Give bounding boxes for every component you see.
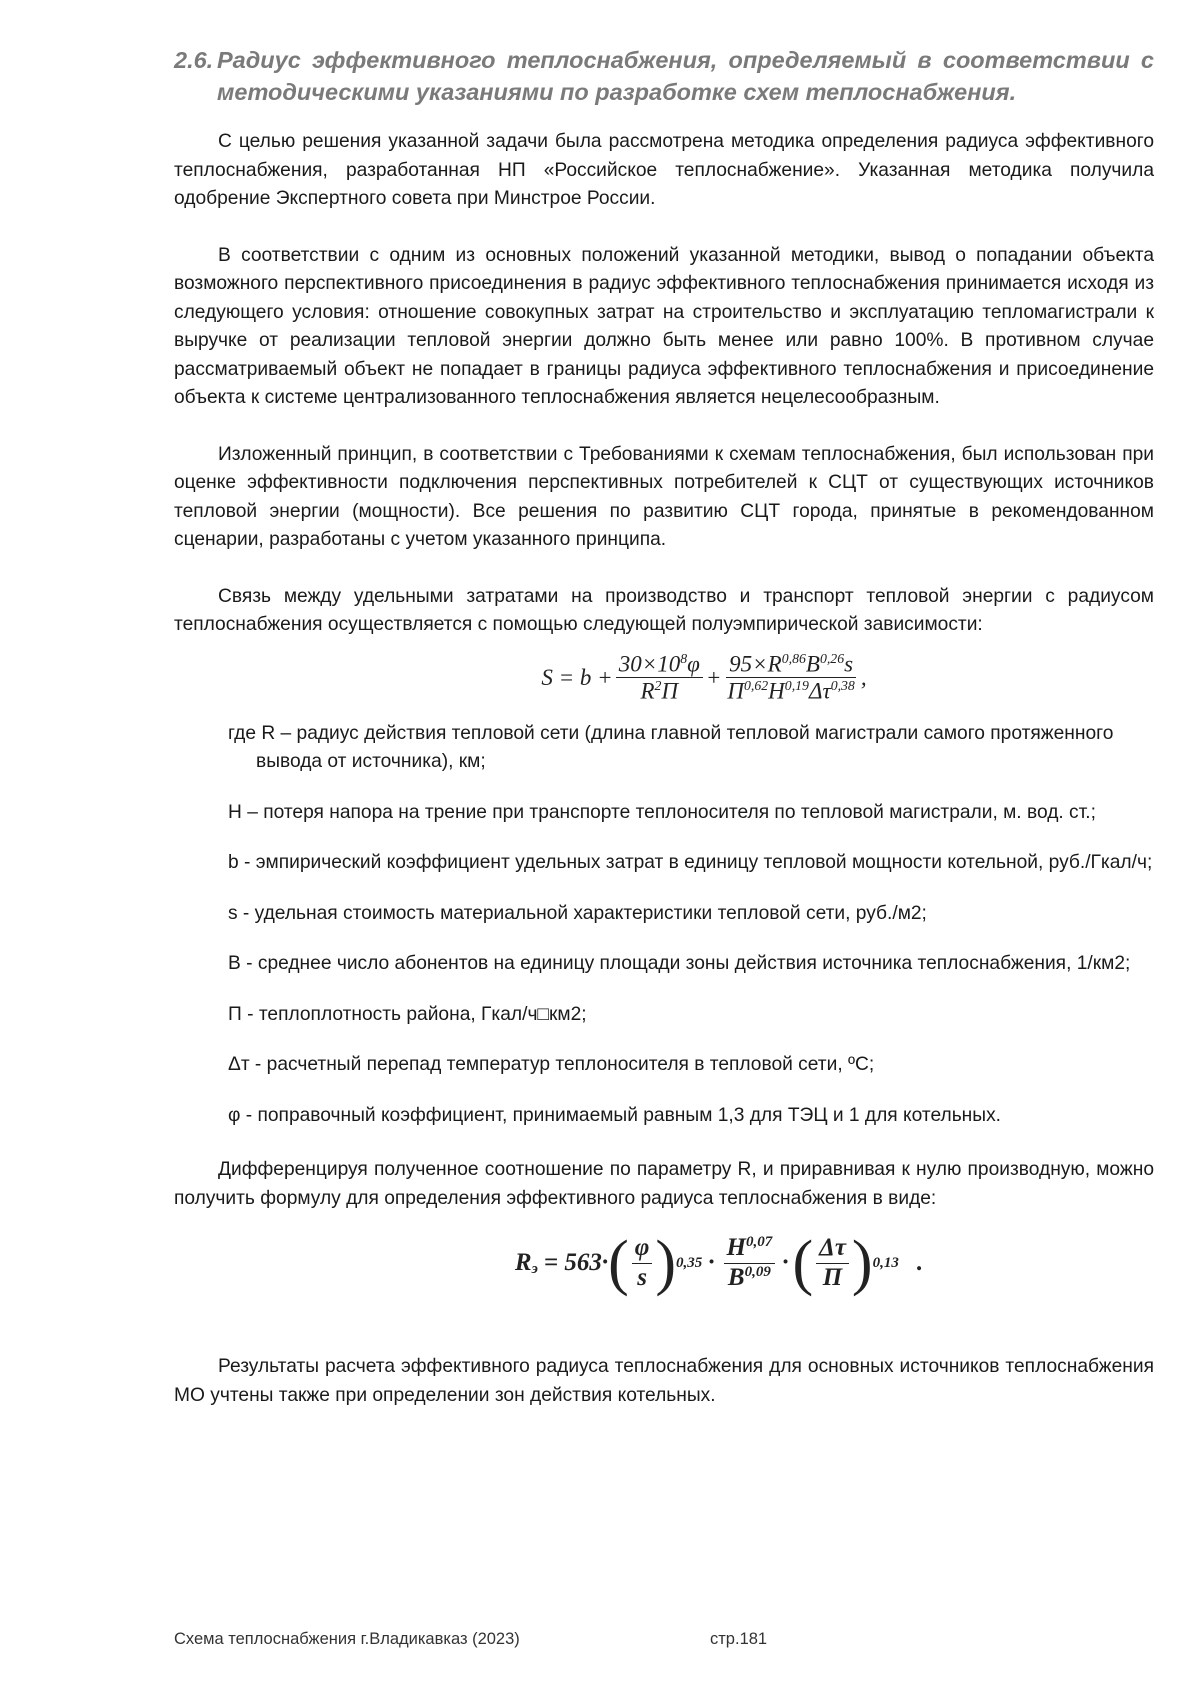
paragraph-1: С целью решения указанной задачи была рассмотрена методика определения радиуса эффективного теплоснабжения, разработанная НП «Российское теплоснабжение». Указанная методика получила одобрение Экспертного совета при Минстрое России. [174,131,1154,209]
section-number: 2.6. [174,47,214,73]
formula2-exp3: 0,13 [872,1254,899,1271]
formula1-term2: $\frac{95\times R^{0,86}B^{0,26}s}{П^{0,62}H^{0,19}\Delta\tau^{0,38}}$ [727,650,855,704]
definitions-list [228,720,1154,1131]
formula1-term1: $\frac{30\times 10^8\varphi}{R^2П}$ [616,652,703,704]
paragraph-3: Изложенный принцип, в соответствии с Требованиями к схемам теплоснабжения, был использован при оценке эффективности подключения перспективных потребителей к СЦТ от существующих источников тепловой энергии (мощности). Все решения по развитию СЦТ города, принятые в рекомендованном сценарии, разработаны с учетом указанного принципа. [174,443,1154,550]
definition-item: Δт - расчетный перепад температур теплоносителя в тепловой сети, ºС; [228,1054,875,1075]
paren-close: ) [655,1229,677,1297]
cost-formula [254,642,1154,714]
formula2-ratio-h-b: $\frac{H^{0,07}}{B^{0,09}}$ [724,1235,776,1291]
formula2-end: . [916,1249,924,1276]
definition-item: Н – потеря напора на трение при транспорте теплоносителя по тепловой магистрали, м. вод. ст.; [228,801,1096,823]
radius-formula [284,1221,1154,1305]
section-title: Радиус эффективного теплоснабжения, определяемый в соответствии с методическими указаниями по разработке схем теплоснабжения. [217,47,1154,105]
paren-open: ( [608,1229,629,1297]
paragraph-2: В соответствии с одним из основных положений указанной методики, вывод о попадании объекта возможного перспективного присоединения в радиус эффективного теплоснабжения принимается исходя из следующего условия: отношение совокупных затрат на строительство и эксплуатацию тепломагистрали к выручке от реализации тепловой энергии должно быть менее или равно 100%. В противном случае рассматриваемый объект не попадает в границы радиуса эффективного теплоснабжения и присоединение объекта к системе централизованного теплоснабжения является нецелесообразным. [174,244,1154,408]
paragraph-6: Результаты расчета эффективного радиуса теплоснабжения для основных источников теплоснабжения МО учтены также при определении зон действия котельных. [174,1356,1154,1406]
definition-item: П - теплоплотность района, Гкал/ч□км2; [228,1003,587,1025]
footer-title: Схема теплоснабжения г.Владикавказ (2023) [174,1630,520,1648]
formula1-end: , [860,664,867,690]
definition-item: В - среднее число абонентов на единицу площади зоны действия источника теплоснабжения, 1/км2; [228,953,1131,974]
definition-item: φ - поправочный коэффициент, принимаемый равным 1,3 для ТЭЦ и 1 для котельных. [228,1104,1001,1126]
page-number: стр.181 [710,1630,768,1648]
paren-close: ) [851,1229,873,1297]
paragraph-5: Дифференцируя полученное соотношение по параметру R, и приравнивая к нулю производную, можно получить формулу для определения эффективного радиуса теплоснабжения в виде: [174,1159,1154,1209]
definition-item: b - эмпирический коэффициент удельных затрат в единицу тепловой мощности котельной, руб./Гкал/ч; [228,852,1153,873]
formula2-ratio-phi-s: $\frac{\varphi}{s}$ [632,1235,653,1291]
formula2-dot2: · [782,1249,789,1276]
definition-item: где R – радиус действия тепловой сети (длина главной тепловой магистрали самого протяженного вывода от источника), км; [228,722,1114,772]
paren-open: ( [792,1229,814,1297]
formula2-ratio-dt-p: $\frac{\Delta\tau}{П}$ [816,1235,849,1291]
definition-item: s - удельная стоимость материальной характеристики тепловой сети, руб./м2; [228,902,927,924]
page-footer [174,1630,767,1649]
formula2-exp1: 0,35 [676,1254,703,1271]
formula1-lhs: S = b + [541,664,613,690]
section-heading [174,44,1154,108]
formula2-eq: = 563· [543,1249,609,1276]
formula1-plus: + [705,664,722,690]
document-page [174,44,1154,1410]
formula2-lhs: $R_э$ [514,1248,538,1277]
paragraph-4: Связь между удельными затратами на производство и транспорт тепловой энергии с радиусом теплоснабжения осуществляется с помощью следующей полуэмпирической зависимости: [174,585,1154,635]
formula2-dot: · [708,1249,715,1276]
